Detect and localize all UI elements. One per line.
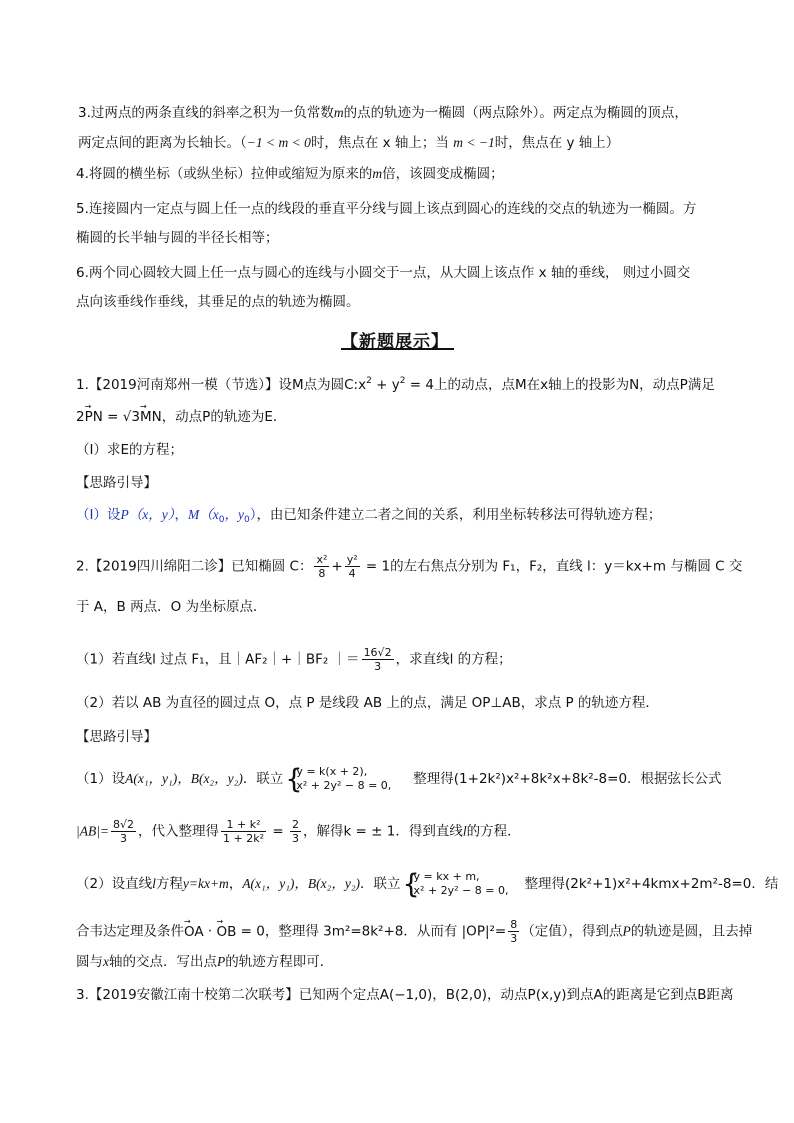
text: ．联立 [360, 876, 401, 892]
text: ） [249, 507, 257, 523]
q1-sub-question-1: （Ⅰ）求E的方程； [76, 442, 184, 458]
equation-system [405, 870, 509, 898]
math: ，y [224, 507, 244, 522]
denominator: 3 [510, 932, 518, 945]
math-condition-2: m < −1 [453, 135, 495, 150]
text: = √3 [102, 409, 140, 425]
text: （1）设 [76, 771, 126, 787]
text: （2）设直线 [76, 876, 153, 892]
text: ， [228, 876, 243, 892]
text: （1）若直线l 过点 F₁，且｜AF₂｜+｜BF₂ ｜＝ [76, 651, 360, 668]
text: 倍，该圆变成椭圆； [382, 166, 504, 182]
math-equation: y=kx+m [182, 876, 229, 891]
property-5-line-2: 椭圆的长半轴与圆的半径长相等； [76, 230, 279, 246]
property-6-line-2: 点向该垂线作垂线，其垂足的点的轨迹为椭圆。 [76, 294, 360, 310]
vector-pn: PN → [85, 409, 103, 425]
denominator: 3 [291, 832, 299, 845]
text: 的轨迹方程即可． [225, 954, 334, 970]
math-m: m [372, 166, 383, 181]
text: 轴的交点．写出点 [109, 954, 217, 970]
equation: x² + 2y² − 8 = 0, [296, 779, 392, 792]
superscript: 2 [366, 376, 372, 386]
fraction-y2-over-4 [345, 553, 360, 580]
text: 方程 [155, 876, 183, 892]
q2-hint-2 [76, 818, 521, 845]
fraction-16-root2-over-3 [362, 646, 394, 673]
math-points: A(x₁，y₁)，B(x₂，y₂) [242, 876, 361, 891]
q2-sub-question-1 [76, 646, 512, 673]
text: ．联立 [242, 771, 284, 787]
text: + y [371, 377, 400, 393]
property-3-line-2 [78, 134, 619, 152]
equation: { y = kx + m, [413, 870, 480, 883]
property-4 [76, 165, 504, 183]
text: = 1的左右焦点分别为 F₁，F₂，直线 l：y＝kx+m 与椭圆 C 交 [361, 558, 743, 575]
q2-hint-3 [76, 870, 778, 898]
text: 时，焦点在 x 轴上；当 [310, 135, 449, 151]
text: + [331, 558, 343, 575]
text: ，动点P的轨迹为E． [161, 409, 287, 425]
denominator: 1 + 2k² [223, 832, 265, 845]
q1-line-2 [76, 408, 286, 426]
text: 圆与 [76, 954, 103, 970]
q2-sub-question-2: （2）若以 AB 为直径的圆过点 O，点 P 是线段 AB 上的点，满足 OP⊥AB，求点 P 的轨迹方程． [76, 695, 659, 711]
vector-ob: OB → [217, 924, 237, 940]
math-condition-1: −1 < m < 0 [246, 135, 311, 150]
q2-line-2: 于 A，B 两点．O 为坐标原点． [76, 599, 267, 615]
numerator: 2 [291, 818, 299, 831]
q2-hint-5 [76, 953, 333, 971]
q2-hint-1 [76, 765, 722, 793]
math-l: l [462, 823, 467, 839]
numerator: y² [346, 553, 358, 566]
text: 2.【2019四川绵阳二诊】已知椭圆 C： [76, 558, 313, 575]
text: 合韦达定理及条件 [76, 923, 184, 940]
property-6-line-1: 6.两个同心圆较大圆上任一点与圆心的连线与小圆交于一点，从大圆上该点作 x 轴的垂线， 则过小圆交 [76, 265, 691, 281]
fraction-k [221, 818, 266, 845]
q1-line-1 [76, 372, 715, 394]
text: （Ⅰ）设 [76, 507, 121, 523]
text: 时，焦点在 y 轴上） [494, 135, 620, 151]
text: = 0，整理得 3m²=8k²+8．从而有 |OP|²= [236, 923, 507, 940]
numerator: 8√2 [113, 818, 135, 831]
text: ，求直线l 的方程； [395, 651, 512, 668]
q2-hint-4 [76, 918, 752, 945]
q3-line-1: 3.【2019安徽江南十校第二次联考】已知两个定点A(−1,0)，B(2,0)，动点P(x,y)到点A的距离是它到点B距离 [76, 987, 734, 1003]
section-heading: 【新题展示】 [341, 332, 449, 352]
math-points: A(x₁，y₁)，B(x₂，y₂) [125, 771, 243, 786]
vector-mn: MN → [140, 409, 162, 425]
text: = 4上的动点，点M在x轴上的投影为N，动点P满足 [405, 377, 715, 393]
text: 整理得(2k²+1)x²+4kmx+2m²-8=0．结 [524, 876, 779, 892]
text: 两定点间的距离为长轴长。（ [78, 135, 247, 151]
math-l: l [152, 876, 156, 891]
math-point-m: M（x [187, 507, 219, 522]
superscript: 2 [399, 376, 406, 386]
text: 3.过两点的两条直线的斜率之积为一负常数 [78, 105, 334, 121]
text: ，解得k = ± 1．得到直线 [302, 823, 463, 840]
math-m: m [333, 105, 344, 120]
math-p: P [217, 954, 226, 969]
property-5-line-1: 5.连接圆内一定点与圆上任一点的线段的垂直平分线与圆上该点到圆心的连线的交点的轨迹为一椭圆。方 [76, 201, 697, 217]
text: 2 [76, 409, 85, 425]
denominator: 8 [318, 567, 326, 580]
denominator: 4 [348, 567, 356, 580]
text: ，由已知条件建立二者之间的关系，利用坐标转移法可得轨迹方程； [256, 507, 662, 523]
text: 1.【2019河南郑州一模（节选）】设M点为圆C:x [76, 377, 367, 393]
text: 的轨迹是圆，且去掉 [630, 923, 753, 940]
text: （定值），得到点 [521, 923, 623, 940]
equation: { y = k(x + 2), [296, 765, 368, 778]
vector-oa: OA → [184, 924, 204, 940]
text: ，代入整理得 [138, 823, 220, 840]
heading-underline [341, 348, 454, 350]
fraction-x2-over-8 [314, 553, 329, 580]
text: 4.将圆的横坐标（或纵坐标）拉伸或缩短为原来的 [76, 166, 373, 182]
q1-hint [76, 506, 661, 529]
text: = [268, 823, 288, 840]
numerator: 8 [510, 918, 518, 931]
numerator: 1 + k² [221, 818, 266, 832]
equation-system [287, 765, 391, 793]
subscript: 0 [243, 515, 250, 525]
math-x: x [103, 954, 109, 969]
numerator: x² [316, 553, 328, 566]
q2-hint-title: 【思路引导】 [76, 729, 157, 745]
math-ab: |AB|= [76, 823, 110, 839]
q2-line-1 [76, 553, 742, 580]
equation: x² + 2y² − 8 = 0, [413, 884, 509, 897]
fraction-2-over-3 [290, 818, 301, 845]
text: · [203, 923, 217, 940]
text: ， [174, 507, 188, 523]
fraction-8-over-3 [508, 918, 519, 945]
text: 的方程． [466, 823, 521, 840]
fraction-8-root2-over-3 [111, 818, 136, 845]
denominator: 3 [374, 660, 382, 673]
denominator: 3 [120, 832, 128, 845]
numerator: 16√2 [363, 646, 392, 659]
text: 整理得(1+2k²)x²+8k²x+8k²-8=0．根据弦长公式 [413, 771, 722, 787]
text: 的点的轨迹为一椭圆（两点除外）。两定点为椭圆的顶点， [343, 105, 688, 121]
property-3-line-1 [78, 104, 688, 122]
math-point-p: P（x，y） [120, 507, 175, 522]
subscript: 0 [218, 515, 225, 525]
math-p: P [622, 923, 631, 939]
q1-hint-title: 【思路引导】 [76, 475, 157, 491]
